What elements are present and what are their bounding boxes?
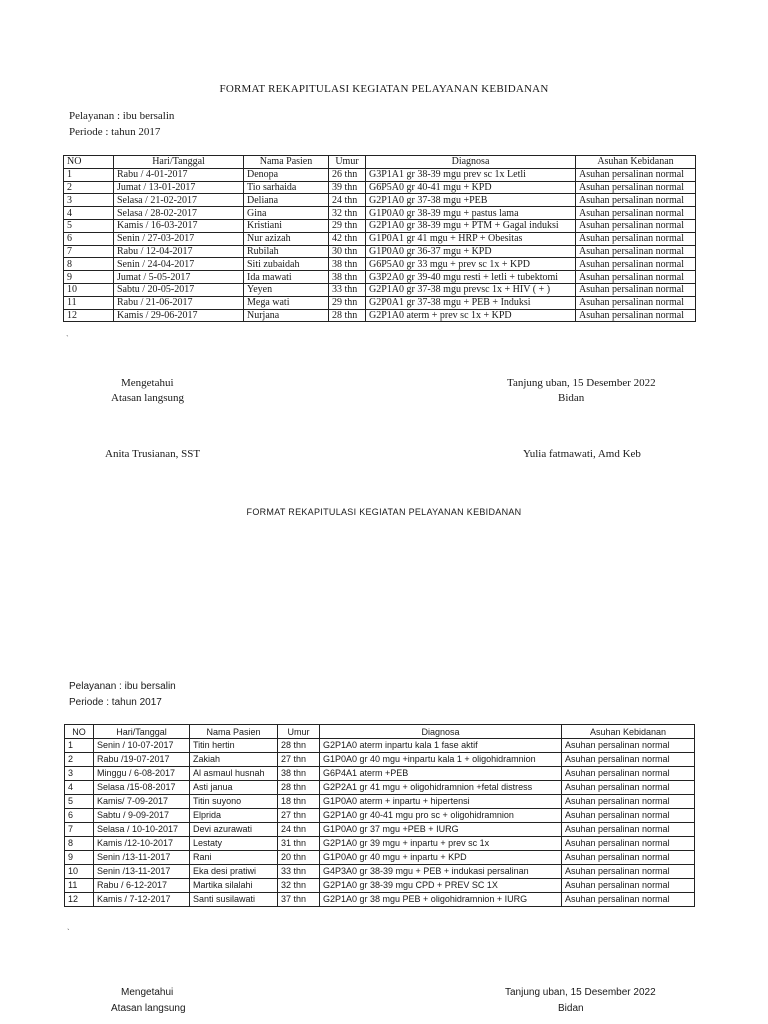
cell-no: 9 bbox=[65, 851, 94, 865]
col-header-date: Hari/Tanggal bbox=[94, 725, 190, 739]
cell-patient: Zakiah bbox=[190, 753, 278, 767]
cell-no: 1 bbox=[64, 168, 114, 181]
cell-diagnosis: G1P0A0 gr 36-37 mgu + KPD bbox=[366, 245, 576, 258]
table-row bbox=[64, 271, 696, 284]
table-row bbox=[65, 795, 695, 809]
mengetahui-label: Mengetahui bbox=[121, 377, 174, 389]
cell-diagnosis: G2P1A0 aterm inpartu kala 1 fase aktif bbox=[320, 739, 562, 753]
table-row bbox=[65, 739, 695, 753]
cell-date: Kamis / 7-12-2017 bbox=[94, 893, 190, 907]
place-date: Tanjung uban, 15 Desember 2022 bbox=[507, 377, 656, 389]
table-row bbox=[65, 893, 695, 907]
page-title: FORMAT REKAPITULASI KEGIATAN PELAYANAN KEBIDANAN bbox=[219, 83, 549, 95]
col-header-patient: Nama Pasien bbox=[190, 725, 278, 739]
pelayanan-label: Pelayanan : ibu bersalin bbox=[69, 110, 175, 122]
periode-label: Periode : tahun 2017 bbox=[69, 126, 161, 138]
cell-patient: Deliana bbox=[244, 194, 329, 207]
cell-diagnosis: G1P0A0 aterm + inpartu + hipertensi bbox=[320, 795, 562, 809]
cell-no: 12 bbox=[64, 309, 114, 322]
table-row bbox=[65, 753, 695, 767]
cell-care: Asuhan persalinan normal bbox=[562, 767, 695, 781]
col-header-care: Asuhan Kebidanan bbox=[576, 156, 696, 169]
col-header-care: Asuhan Kebidanan bbox=[562, 725, 695, 739]
table-row bbox=[65, 781, 695, 795]
cell-age: 29 thn bbox=[329, 296, 366, 309]
cell-no: 3 bbox=[65, 767, 94, 781]
cell-age: 27 thn bbox=[278, 809, 320, 823]
cell-no: 6 bbox=[64, 232, 114, 245]
cell-patient: Siti zubaidah bbox=[244, 258, 329, 271]
cell-patient: Martika silalahi bbox=[190, 879, 278, 893]
cell-diagnosis: G1P0A0 gr 40 mgu + inpartu + KPD bbox=[320, 851, 562, 865]
cell-date: Rabu / 6-12-2017 bbox=[94, 879, 190, 893]
cell-date: Kamis / 29-06-2017 bbox=[114, 309, 244, 322]
cell-care: Asuhan persalinan normal bbox=[576, 181, 696, 194]
table-row bbox=[64, 283, 696, 296]
table-row bbox=[64, 194, 696, 207]
col-header-age: Umur bbox=[278, 725, 320, 739]
cell-date: Kamis / 16-03-2017 bbox=[114, 219, 244, 232]
cell-diagnosis: G1P0A0 gr 38-39 mgu + pastus lama bbox=[366, 207, 576, 220]
cell-date: Rabu / 4-01-2017 bbox=[114, 168, 244, 181]
table-row bbox=[64, 168, 696, 181]
cell-diagnosis: G3P2A0 gr 39-40 mgu resti + letli + tubektomi bbox=[366, 271, 576, 284]
cell-diagnosis: G2P1A0 gr 37-38 mgu +PEB bbox=[366, 194, 576, 207]
col-header-no: NO bbox=[65, 725, 94, 739]
cell-age: 31 thn bbox=[278, 837, 320, 851]
cell-age: 30 thn bbox=[329, 245, 366, 258]
cell-no: 4 bbox=[65, 781, 94, 795]
cell-care: Asuhan persalinan normal bbox=[576, 207, 696, 220]
cell-diagnosis: G2P0A1 gr 37-38 mgu + PEB + Induksi bbox=[366, 296, 576, 309]
cell-age: 33 thn bbox=[278, 865, 320, 879]
cell-patient: Al asmaul husnah bbox=[190, 767, 278, 781]
col-header-date: Hari/Tanggal bbox=[114, 156, 244, 169]
recap-table-1 bbox=[63, 155, 696, 322]
cell-patient: Gina bbox=[244, 207, 329, 220]
cell-care: Asuhan persalinan normal bbox=[562, 865, 695, 879]
cell-patient: Tio sarhaida bbox=[244, 181, 329, 194]
cell-patient: Nurjana bbox=[244, 309, 329, 322]
cell-date: Selasa / 10-10-2017 bbox=[94, 823, 190, 837]
cell-patient: Santi susilawati bbox=[190, 893, 278, 907]
cell-no: 2 bbox=[65, 753, 94, 767]
cell-patient: Rani bbox=[190, 851, 278, 865]
cell-no: 2 bbox=[64, 181, 114, 194]
cell-patient: Kristiani bbox=[244, 219, 329, 232]
cell-care: Asuhan persalinan normal bbox=[562, 893, 695, 907]
cell-date: Sabtu / 20-05-2017 bbox=[114, 283, 244, 296]
table-row bbox=[64, 245, 696, 258]
col-header-no: NO bbox=[64, 156, 114, 169]
table-row bbox=[65, 823, 695, 837]
col-header-age: Umur bbox=[329, 156, 366, 169]
col-header-patient: Nama Pasien bbox=[244, 156, 329, 169]
cell-age: 32 thn bbox=[278, 879, 320, 893]
cell-patient: Yeyen bbox=[244, 283, 329, 296]
cell-no: 11 bbox=[65, 879, 94, 893]
cell-diagnosis: G6P4A1 aterm +PEB bbox=[320, 767, 562, 781]
cell-care: Asuhan persalinan normal bbox=[562, 753, 695, 767]
cell-age: 38 thn bbox=[278, 767, 320, 781]
cell-diagnosis: G2P2A1 gr 41 mgu + oligohidramnion +fetal distress bbox=[320, 781, 562, 795]
cell-patient: Mega wati bbox=[244, 296, 329, 309]
cell-patient: Nur azizah bbox=[244, 232, 329, 245]
cell-date: Sabtu / 9-09-2017 bbox=[94, 809, 190, 823]
cell-date: Senin / 27-03-2017 bbox=[114, 232, 244, 245]
page-title-2: FORMAT REKAPITULASI KEGIATAN PELAYANAN KEBIDANAN bbox=[246, 507, 522, 517]
cell-no: 10 bbox=[64, 283, 114, 296]
cell-diagnosis: G2P1A0 gr 38-39 mgu + PTM + Gagal induksi bbox=[366, 219, 576, 232]
table-row bbox=[65, 837, 695, 851]
cell-diagnosis: G2P1A0 aterm + prev sc 1x + KPD bbox=[366, 309, 576, 322]
cell-age: 27 thn bbox=[278, 753, 320, 767]
atasan-label: Atasan langsung bbox=[111, 392, 185, 404]
cell-age: 42 thn bbox=[329, 232, 366, 245]
cell-age: 29 thn bbox=[329, 219, 366, 232]
stray-mark: ` bbox=[67, 928, 70, 937]
bidan-label: Bidan bbox=[558, 392, 585, 404]
cell-age: 28 thn bbox=[278, 739, 320, 753]
cell-date: Kamis/ 7-09-2017 bbox=[94, 795, 190, 809]
cell-patient: Titin hertin bbox=[190, 739, 278, 753]
cell-no: 9 bbox=[64, 271, 114, 284]
cell-care: Asuhan persalinan normal bbox=[576, 219, 696, 232]
cell-date: Kamis /12-10-2017 bbox=[94, 837, 190, 851]
cell-diagnosis: G3P1A1 gr 38-39 mgu prev sc 1x Letli bbox=[366, 168, 576, 181]
signer-right-name: Yulia fatmawati, Amd Keb bbox=[523, 448, 641, 460]
cell-age: 33 thn bbox=[329, 283, 366, 296]
cell-diagnosis: G4P3A0 gr 38-39 mgu + PEB + indukasi persalinan bbox=[320, 865, 562, 879]
bidan-label-2: Bidan bbox=[558, 1003, 584, 1014]
table-header-row bbox=[64, 156, 696, 169]
cell-care: Asuhan persalinan normal bbox=[576, 245, 696, 258]
cell-age: 28 thn bbox=[329, 309, 366, 322]
cell-no: 7 bbox=[65, 823, 94, 837]
cell-care: Asuhan persalinan normal bbox=[576, 232, 696, 245]
cell-diagnosis: G2P1A0 gr 40-41 mgu pro sc + oligohidramnion bbox=[320, 809, 562, 823]
cell-patient: Elprida bbox=[190, 809, 278, 823]
cell-age: 37 thn bbox=[278, 893, 320, 907]
cell-no: 11 bbox=[64, 296, 114, 309]
recap-table-2 bbox=[64, 724, 695, 907]
table-row bbox=[65, 879, 695, 893]
cell-date: Senin / 10-07-2017 bbox=[94, 739, 190, 753]
cell-date: Selasa / 28-02-2017 bbox=[114, 207, 244, 220]
cell-care: Asuhan persalinan normal bbox=[562, 739, 695, 753]
cell-care: Asuhan persalinan normal bbox=[562, 879, 695, 893]
cell-care: Asuhan persalinan normal bbox=[576, 194, 696, 207]
table-row bbox=[65, 851, 695, 865]
cell-date: Minggu / 6-08-2017 bbox=[94, 767, 190, 781]
cell-age: 20 thn bbox=[278, 851, 320, 865]
cell-date: Rabu / 21-06-2017 bbox=[114, 296, 244, 309]
cell-age: 26 thn bbox=[329, 168, 366, 181]
cell-no: 7 bbox=[64, 245, 114, 258]
table-row bbox=[65, 865, 695, 879]
cell-age: 28 thn bbox=[278, 781, 320, 795]
cell-care: Asuhan persalinan normal bbox=[576, 271, 696, 284]
cell-patient: Devi azurawati bbox=[190, 823, 278, 837]
cell-care: Asuhan persalinan normal bbox=[562, 809, 695, 823]
cell-care: Asuhan persalinan normal bbox=[576, 309, 696, 322]
cell-date: Jumat / 13-01-2017 bbox=[114, 181, 244, 194]
cell-diagnosis: G2P1A0 gr 38 mgu PEB + oligohidramnion + IURG bbox=[320, 893, 562, 907]
table-header-row bbox=[65, 725, 695, 739]
cell-no: 6 bbox=[65, 809, 94, 823]
col-header-diagnosis: Diagnosa bbox=[320, 725, 562, 739]
cell-diagnosis: G2P1A0 gr 37-38 mgu prevsc 1x + HIV ( + ) bbox=[366, 283, 576, 296]
cell-patient: Eka desi pratiwi bbox=[190, 865, 278, 879]
cell-age: 18 thn bbox=[278, 795, 320, 809]
cell-patient: Rubilah bbox=[244, 245, 329, 258]
cell-no: 10 bbox=[65, 865, 94, 879]
cell-care: Asuhan persalinan normal bbox=[576, 258, 696, 271]
cell-age: 24 thn bbox=[329, 194, 366, 207]
cell-patient: Asti janua bbox=[190, 781, 278, 795]
cell-diagnosis: G2P1A0 gr 38-39 mgu CPD + PREV SC 1X bbox=[320, 879, 562, 893]
cell-patient: Denopa bbox=[244, 168, 329, 181]
cell-age: 38 thn bbox=[329, 271, 366, 284]
place-date-2: Tanjung uban, 15 Desember 2022 bbox=[505, 987, 656, 998]
cell-date: Selasa /15-08-2017 bbox=[94, 781, 190, 795]
cell-care: Asuhan persalinan normal bbox=[562, 837, 695, 851]
cell-age: 32 thn bbox=[329, 207, 366, 220]
col-header-diagnosis: Diagnosa bbox=[366, 156, 576, 169]
table-row bbox=[64, 309, 696, 322]
cell-diagnosis: G2P1A0 gr 39 mgu + inpartu + prev sc 1x bbox=[320, 837, 562, 851]
table-row bbox=[64, 207, 696, 220]
cell-no: 3 bbox=[64, 194, 114, 207]
atasan-label-2: Atasan langsung bbox=[111, 1003, 186, 1014]
cell-care: Asuhan persalinan normal bbox=[562, 823, 695, 837]
table-row bbox=[64, 232, 696, 245]
cell-diagnosis: G1P0A0 gr 37 mgu +PEB + IURG bbox=[320, 823, 562, 837]
cell-date: Senin /13-11-2017 bbox=[94, 865, 190, 879]
cell-care: Asuhan persalinan normal bbox=[562, 795, 695, 809]
cell-date: Senin / 24-04-2017 bbox=[114, 258, 244, 271]
cell-diagnosis: G1P0A1 gr 41 mgu + HRP + Obesitas bbox=[366, 232, 576, 245]
cell-date: Rabu /19-07-2017 bbox=[94, 753, 190, 767]
table-row bbox=[64, 296, 696, 309]
cell-no: 1 bbox=[65, 739, 94, 753]
cell-no: 4 bbox=[64, 207, 114, 220]
table-row bbox=[65, 767, 695, 781]
cell-diagnosis: G6P5A0 gr 33 mgu + prev sc 1x + KPD bbox=[366, 258, 576, 271]
cell-no: 12 bbox=[65, 893, 94, 907]
cell-diagnosis: G6P5A0 gr 40-41 mgu + KPD bbox=[366, 181, 576, 194]
table-row bbox=[64, 258, 696, 271]
cell-age: 24 thn bbox=[278, 823, 320, 837]
pelayanan-label-2: Pelayanan : ibu bersalin bbox=[69, 681, 176, 692]
cell-date: Selasa / 21-02-2017 bbox=[114, 194, 244, 207]
cell-date: Senin /13-11-2017 bbox=[94, 851, 190, 865]
signer-left-name: Anita Trusianan, SST bbox=[105, 448, 201, 460]
cell-no: 8 bbox=[65, 837, 94, 851]
cell-care: Asuhan persalinan normal bbox=[576, 168, 696, 181]
table-row bbox=[64, 181, 696, 194]
table-row bbox=[65, 809, 695, 823]
mengetahui-label-2: Mengetahui bbox=[121, 987, 174, 998]
cell-patient: Ida mawati bbox=[244, 271, 329, 284]
cell-age: 39 thn bbox=[329, 181, 366, 194]
cell-no: 5 bbox=[65, 795, 94, 809]
cell-no: 8 bbox=[64, 258, 114, 271]
cell-date: Rabu / 12-04-2017 bbox=[114, 245, 244, 258]
cell-age: 38 thn bbox=[329, 258, 366, 271]
cell-patient: Titin suyono bbox=[190, 795, 278, 809]
cell-no: 5 bbox=[64, 219, 114, 232]
cell-care: Asuhan persalinan normal bbox=[576, 283, 696, 296]
cell-date: Jumat / 5-05-2017 bbox=[114, 271, 244, 284]
table-row bbox=[64, 219, 696, 232]
cell-care: Asuhan persalinan normal bbox=[576, 296, 696, 309]
cell-care: Asuhan persalinan normal bbox=[562, 851, 695, 865]
cell-patient: Lestaty bbox=[190, 837, 278, 851]
stray-mark: ` bbox=[66, 334, 69, 343]
cell-care: Asuhan persalinan normal bbox=[562, 781, 695, 795]
cell-diagnosis: G1P0A0 gr 40 mgu +inpartu kala 1 + oligohidramnion bbox=[320, 753, 562, 767]
periode-label-2: Periode : tahun 2017 bbox=[69, 697, 162, 708]
